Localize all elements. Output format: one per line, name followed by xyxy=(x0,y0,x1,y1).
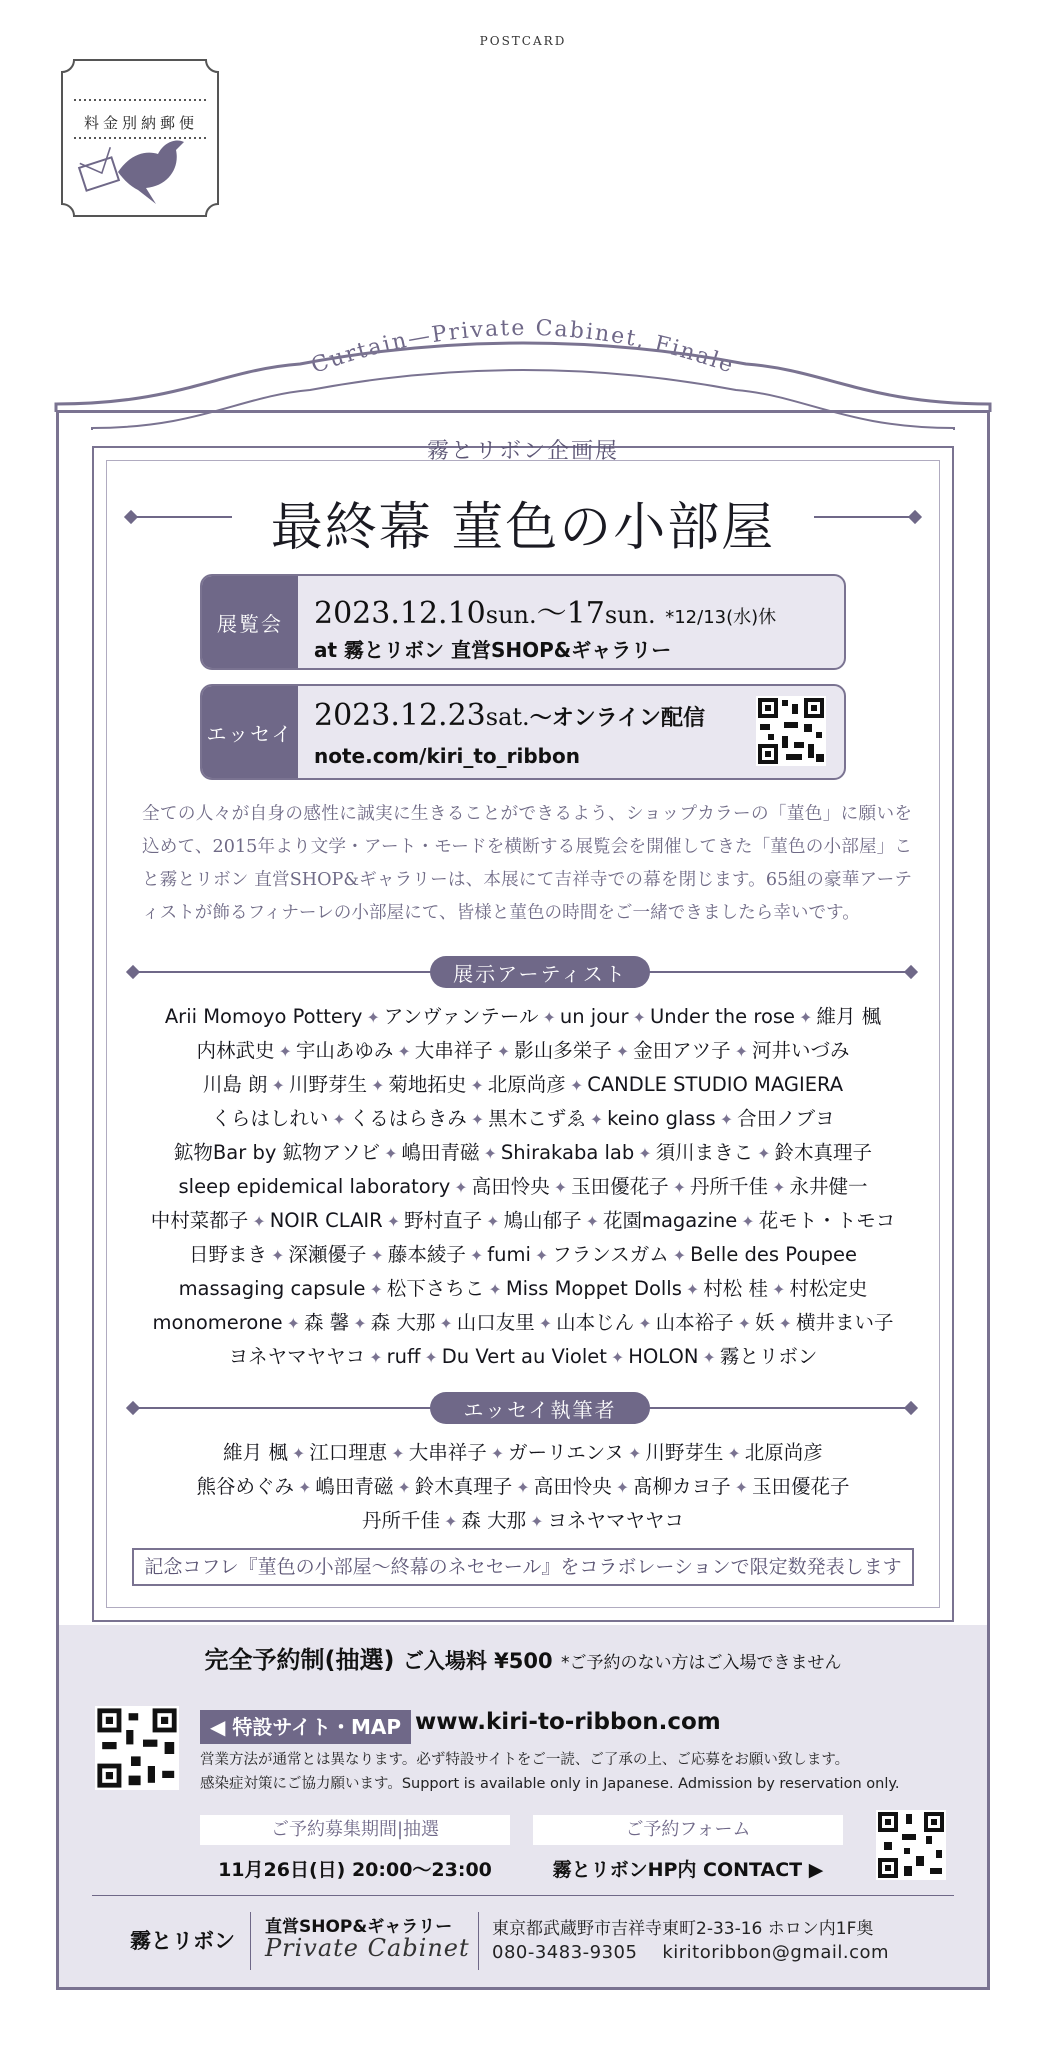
star-separator-icon: ✦ xyxy=(278,1042,292,1061)
name-item: Shirakaba lab xyxy=(500,1141,635,1164)
star-separator-icon: ✦ xyxy=(439,1314,453,1333)
name-item: Du Vert au Violet xyxy=(441,1345,607,1368)
name-item: Arii Momoyo Pottery xyxy=(164,1005,363,1028)
essay-qr-code[interactable] xyxy=(756,696,826,766)
name-line xyxy=(110,1341,936,1369)
star-separator-icon: ✦ xyxy=(799,1008,813,1027)
writers-heading: エッセイ執筆者 xyxy=(430,1392,650,1424)
name-item: ヨネヤマヤヤコ xyxy=(547,1509,685,1532)
name-item: 北原尚彦 xyxy=(487,1073,566,1096)
name-item: 合田ノブヨ xyxy=(737,1107,835,1130)
star-separator-icon: ✦ xyxy=(496,1042,511,1061)
form-label: ご予約フォーム xyxy=(533,1815,843,1845)
reservation-main: 完全予約制(抽選) xyxy=(204,1646,395,1674)
name-item: 大串祥子 xyxy=(414,1039,493,1062)
star-separator-icon: ✦ xyxy=(727,1444,741,1463)
star-separator-icon: ✦ xyxy=(638,1144,652,1163)
name-item: 花モト・トモコ xyxy=(758,1209,896,1232)
name-item: 森 大那 xyxy=(370,1311,436,1334)
name-item: 霧とリボン xyxy=(719,1345,818,1368)
name-item: 金田アツ子 xyxy=(633,1039,731,1062)
entry-fee: ご入場料 ¥500 xyxy=(402,1649,553,1673)
name-item: 影山多栄子 xyxy=(514,1039,612,1062)
footer-divider-1 xyxy=(250,1912,251,1970)
star-separator-icon: ✦ xyxy=(737,1314,752,1333)
star-separator-icon: ✦ xyxy=(538,1314,553,1333)
name-item: 嶋田青磁 xyxy=(401,1141,480,1164)
footer-rule xyxy=(92,1895,954,1896)
star-separator-icon: ✦ xyxy=(553,1178,568,1197)
name-line xyxy=(110,1001,936,1029)
name-item: ガーリエンヌ xyxy=(508,1441,624,1464)
star-separator-icon: ✦ xyxy=(632,1008,646,1027)
star-separator-icon: ✦ xyxy=(615,1042,630,1061)
special-site-button[interactable]: ◀ 特設サイト・MAP xyxy=(200,1710,411,1744)
event-subtitle: 霧とリボン企画展 xyxy=(426,439,619,464)
star-separator-icon: ✦ xyxy=(297,1478,312,1497)
star-separator-icon: ✦ xyxy=(366,1008,380,1027)
name-item: 鈴木真理子 xyxy=(774,1141,873,1164)
name-item: 村松 桂 xyxy=(703,1277,768,1300)
star-separator-icon: ✦ xyxy=(370,1076,385,1095)
star-separator-icon: ✦ xyxy=(615,1478,630,1497)
star-separator-icon: ✦ xyxy=(734,1042,749,1061)
star-separator-icon: ✦ xyxy=(443,1512,458,1531)
star-separator-icon: ✦ xyxy=(353,1314,367,1333)
name-item: 玉田優花子 xyxy=(752,1475,850,1498)
name-item: 須川まきこ xyxy=(655,1141,754,1164)
star-separator-icon: ✦ xyxy=(638,1314,652,1333)
star-separator-icon: ✦ xyxy=(719,1110,734,1129)
star-separator-icon: ✦ xyxy=(271,1076,285,1095)
name-item: 黒木こずゑ xyxy=(488,1107,586,1130)
star-separator-icon: ✦ xyxy=(384,1144,398,1163)
star-separator-icon: ✦ xyxy=(589,1110,604,1129)
name-item: keino glass xyxy=(607,1107,716,1130)
name-item: 維月 楓 xyxy=(223,1441,288,1464)
star-separator-icon: ✦ xyxy=(483,1144,497,1163)
footer-phone[interactable]: 080-3483-9305 xyxy=(492,1942,638,1963)
site-note-2: 感染症対策にご協力願います。Support is available only in Japanese. Admission by reservation only. xyxy=(200,1776,900,1792)
star-separator-icon: ✦ xyxy=(391,1444,405,1463)
site-url-link[interactable]: www.kiri-to-ribbon.com xyxy=(415,1709,721,1735)
reservation-line xyxy=(0,1640,1046,1675)
star-separator-icon: ✦ xyxy=(734,1478,749,1497)
name-item: 村松定史 xyxy=(789,1277,868,1300)
artists-rule-right xyxy=(640,971,916,973)
name-item: 川野芽生 xyxy=(645,1441,724,1464)
name-item: ヨネヤマヤヤコ xyxy=(228,1345,366,1368)
star-separator-icon: ✦ xyxy=(585,1212,599,1231)
star-separator-icon: ✦ xyxy=(470,1110,485,1129)
star-separator-icon: ✦ xyxy=(454,1178,468,1197)
exhibition-venue: at 霧とリボン 直営SHOP&ギャラリー xyxy=(314,638,672,662)
kofure-notice: 記念コフレ『菫色の小部屋〜終幕のネセセール』をコラボレーションで限定数発表します xyxy=(132,1548,914,1586)
star-separator-icon: ✦ xyxy=(424,1348,438,1367)
name-item: 大串祥子 xyxy=(408,1441,487,1464)
name-item: Under the rose xyxy=(649,1005,796,1028)
name-item: フランスガム xyxy=(552,1243,669,1266)
name-item: 維月 楓 xyxy=(816,1005,882,1028)
star-separator-icon: ✦ xyxy=(369,1280,383,1299)
essay-box xyxy=(200,684,846,780)
star-separator-icon: ✦ xyxy=(757,1144,771,1163)
name-item: 高田怜央 xyxy=(471,1175,550,1198)
name-line xyxy=(110,1273,936,1301)
star-separator-icon: ✦ xyxy=(741,1212,755,1231)
name-item: 菊地拓史 xyxy=(388,1073,467,1096)
name-item: 山本じん xyxy=(556,1311,635,1334)
name-line xyxy=(110,1505,936,1533)
site-note-1: 営業方法が通常とは異なります。必ず特設サイトをご一読、ご了承の上、ご応募をお願い致します。 xyxy=(200,1752,850,1768)
star-separator-icon: ✦ xyxy=(490,1444,505,1463)
name-item: CANDLE STUDIO MAGIERA xyxy=(587,1073,844,1096)
reservation-note: *ご予約のない方はご入場できません xyxy=(560,1653,842,1673)
name-item: 藤本綾子 xyxy=(387,1243,466,1266)
name-line xyxy=(110,1471,936,1499)
star-separator-icon: ✦ xyxy=(252,1212,266,1231)
name-line xyxy=(110,1239,936,1267)
star-separator-icon: ✦ xyxy=(470,1076,484,1095)
star-separator-icon: ✦ xyxy=(772,1280,786,1299)
star-separator-icon: ✦ xyxy=(332,1110,346,1129)
name-item: 中村菜都子 xyxy=(150,1209,249,1232)
name-item: 玉田優花子 xyxy=(571,1175,669,1198)
star-separator-icon: ✦ xyxy=(569,1076,584,1095)
name-item: sleep epidemical laboratory xyxy=(178,1175,451,1198)
form-qr-code[interactable] xyxy=(876,1810,946,1880)
star-separator-icon: ✦ xyxy=(469,1246,484,1265)
star-separator-icon: ✦ xyxy=(486,1212,500,1231)
star-separator-icon: ✦ xyxy=(772,1178,786,1197)
star-separator-icon: ✦ xyxy=(534,1246,549,1265)
name-line xyxy=(110,1069,936,1097)
name-item: 熊谷めぐみ xyxy=(196,1475,294,1498)
name-item: ruff xyxy=(386,1345,421,1368)
name-item: NOIR CLAIR xyxy=(269,1209,383,1232)
star-separator-icon: ✦ xyxy=(369,1348,383,1367)
name-line xyxy=(110,1137,936,1165)
artists-heading: 展示アーティスト xyxy=(430,956,650,988)
name-item: 花園magazine xyxy=(602,1209,738,1232)
essay-url[interactable]: note.com/kiri_to_ribbon xyxy=(314,744,580,768)
name-item: 宇山あゆみ xyxy=(295,1039,394,1062)
star-separator-icon: ✦ xyxy=(685,1280,700,1299)
name-line xyxy=(110,1171,936,1199)
name-item: 鈴木真理子 xyxy=(414,1475,513,1498)
stamp-text: 料金別納郵便 xyxy=(83,114,198,132)
footer-shop-script: Private Cabinet xyxy=(265,1934,470,1962)
name-item: massaging capsule xyxy=(178,1277,366,1300)
svg-text:Curtain—Private Cabinet, Final: Curtain—Private Cabinet, Finale xyxy=(308,315,738,379)
star-separator-icon: ✦ xyxy=(702,1348,716,1367)
site-qr-code[interactable] xyxy=(95,1706,179,1790)
footer-email[interactable]: kiritoribbon@gmail.com xyxy=(662,1942,890,1963)
period-value: 11月26日(日) 20:00〜23:00 xyxy=(218,1859,492,1881)
name-line xyxy=(110,1035,936,1063)
site-notes xyxy=(200,1748,960,1796)
name-item: 永井健一 xyxy=(789,1175,868,1198)
intro-paragraph: 全ての人々が自身の感性に誠実に生きることができるよう、ショップカラーの「菫色」に願いを込めて、2015年より文学・アート・モードを横断する展覧会を開催してきた「菫色の小部屋」こと霧とリボン 直営SHOP&ギャラリーは、本展にて吉祥寺での幕を閉じます。65組の豪華アーティストが飾るフィナーレの小部屋にて、皆様と菫色の時間をご一緒できましたら幸いです。 xyxy=(142,804,912,923)
name-item: 妖 xyxy=(755,1311,775,1334)
exhibition-date: 2023.12.10sun.〜17sun. *12/13(水)休 xyxy=(314,596,777,631)
name-line xyxy=(110,1205,936,1233)
name-item: 河井いづみ xyxy=(752,1039,850,1062)
name-item: 森 大那 xyxy=(461,1509,527,1532)
name-item: 川野芽生 xyxy=(288,1073,367,1096)
name-line xyxy=(110,1437,936,1465)
star-separator-icon: ✦ xyxy=(778,1314,792,1333)
postcard-label: POSTCARD xyxy=(479,34,567,48)
name-item: 髙柳カヨ子 xyxy=(633,1475,731,1498)
star-separator-icon: ✦ xyxy=(516,1478,530,1497)
star-separator-icon: ✦ xyxy=(542,1008,556,1027)
name-item: 森 馨 xyxy=(304,1311,350,1334)
name-item: 深瀬優子 xyxy=(288,1243,367,1266)
star-separator-icon: ✦ xyxy=(397,1478,411,1497)
name-item: 横井まい子 xyxy=(795,1311,894,1334)
star-separator-icon: ✦ xyxy=(286,1314,301,1333)
essay-date: 2023.12.23sat.〜オンライン配信 xyxy=(314,698,706,733)
star-separator-icon: ✦ xyxy=(488,1280,502,1299)
artists-rule-left xyxy=(132,971,440,973)
name-item: 鉱物Bar by 鉱物アソビ xyxy=(173,1141,381,1164)
name-item: くるはらきみ xyxy=(349,1107,467,1130)
footer-shop: 直営SHOP&ギャラリー xyxy=(265,1917,453,1937)
star-separator-icon: ✦ xyxy=(627,1444,642,1463)
name-item: 内林武史 xyxy=(196,1039,275,1062)
writers-rule-right xyxy=(640,1407,916,1409)
star-separator-icon: ✦ xyxy=(530,1512,544,1531)
star-separator-icon: ✦ xyxy=(672,1246,687,1265)
star-separator-icon: ✦ xyxy=(370,1246,384,1265)
event-title: 最終幕 菫色の小部屋 xyxy=(270,498,776,558)
name-item: アンヴァンテール xyxy=(383,1005,539,1028)
name-item: HOLON xyxy=(628,1345,699,1368)
name-item: くらはしれい xyxy=(211,1107,329,1130)
name-item: 山口友里 xyxy=(456,1311,535,1334)
exhibition-tab: 展覧会 xyxy=(202,576,298,668)
footer-address: 東京都武蔵野市吉祥寺東町2-33-16 ホロン内1F奥 xyxy=(492,1919,874,1939)
name-item: Belle des Poupee xyxy=(690,1243,857,1266)
name-item: 山本裕子 xyxy=(655,1311,734,1334)
star-separator-icon: ✦ xyxy=(397,1042,411,1061)
star-separator-icon: ✦ xyxy=(672,1178,687,1197)
name-item: Miss Moppet Dolls xyxy=(505,1277,682,1300)
name-item: 丹所千佳 xyxy=(361,1509,440,1532)
exhibition-box xyxy=(200,574,846,670)
essay-tab: エッセイ xyxy=(202,686,298,778)
name-item: 松下さちこ xyxy=(386,1277,485,1300)
period-label: ご予約募集期間|抽選 xyxy=(200,1815,510,1845)
name-item: 高田怜央 xyxy=(533,1475,612,1498)
postage-stamp xyxy=(60,58,220,218)
footer-brand: 霧とリボン xyxy=(130,1929,235,1953)
footer-contact xyxy=(492,1942,889,1963)
name-item: 野村直子 xyxy=(404,1209,483,1232)
name-item: 嶋田青磁 xyxy=(315,1475,394,1498)
name-item: 日野まき xyxy=(188,1243,267,1266)
name-item: fumi xyxy=(487,1243,531,1266)
name-item: 江口理恵 xyxy=(309,1441,388,1464)
writers-rule-left xyxy=(132,1407,440,1409)
name-line xyxy=(110,1307,936,1335)
name-item: un jour xyxy=(559,1005,629,1028)
name-line xyxy=(110,1103,936,1131)
footer-divider-2 xyxy=(478,1912,479,1970)
star-separator-icon: ✦ xyxy=(291,1444,306,1463)
form-link[interactable]: 霧とリボンHP内 CONTACT ▶ xyxy=(552,1859,824,1881)
star-separator-icon: ✦ xyxy=(610,1348,625,1367)
name-item: 鳩山郁子 xyxy=(503,1209,582,1232)
name-item: 丹所千佳 xyxy=(690,1175,769,1198)
star-separator-icon: ✦ xyxy=(386,1212,401,1231)
name-item: 川島 朗 xyxy=(202,1073,268,1096)
name-item: monomerone xyxy=(152,1311,283,1334)
star-separator-icon: ✦ xyxy=(271,1246,285,1265)
name-item: 北原尚彦 xyxy=(744,1441,823,1464)
